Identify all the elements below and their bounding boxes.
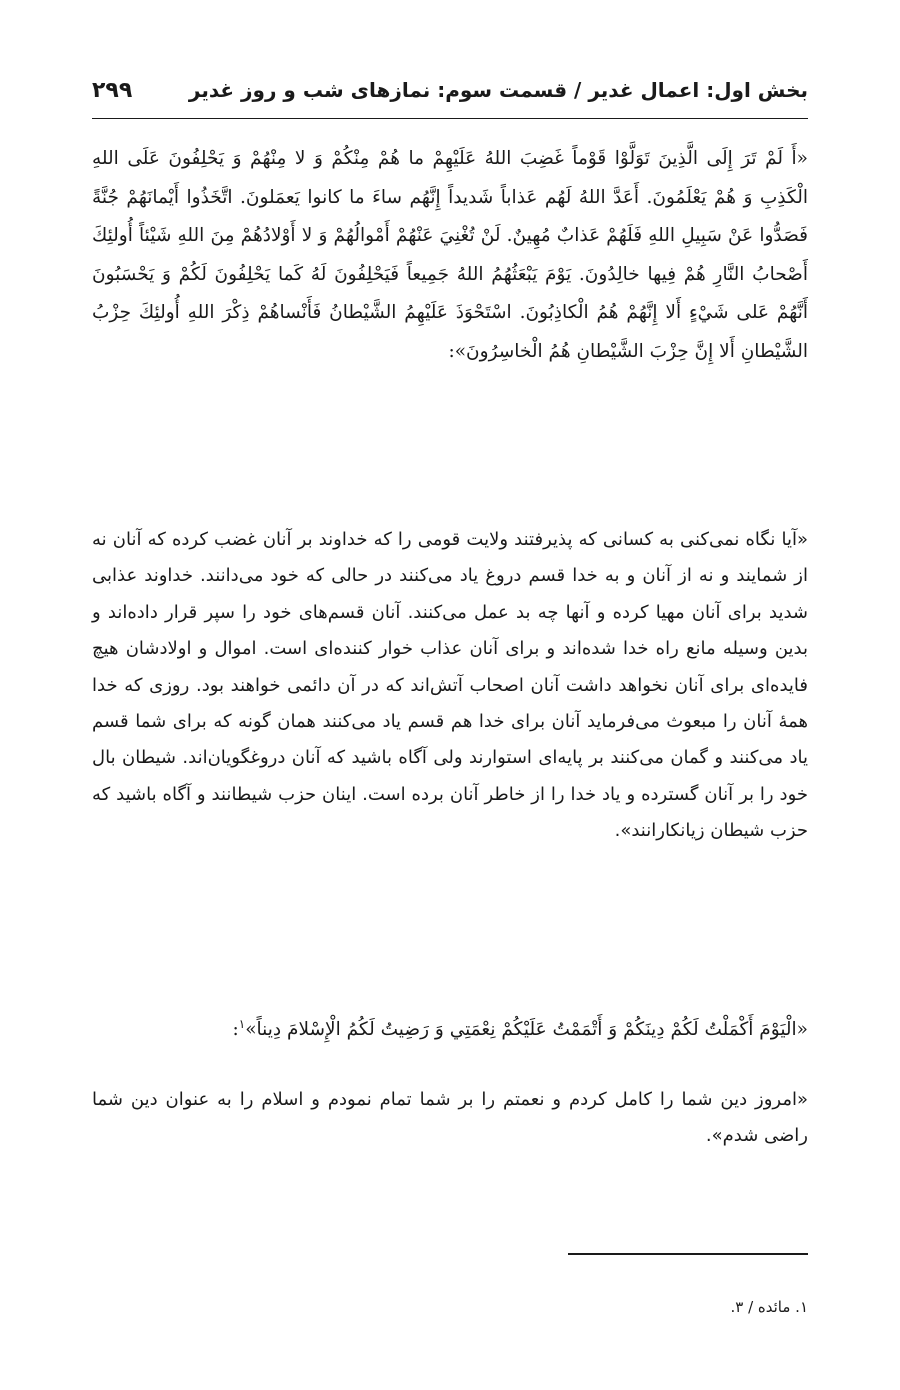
quran-verse-2-text: «الْيَوْمَ أَكْمَلْتُ لَكُمْ دِينَكُمْ وَ أَتْمَمْتُ عَلَيْكُمْ نِعْمَتِي وَ رَضِيتُ لَكُمُ الْإِسْلامَ دِيناً»	[245, 1019, 808, 1041]
page-header	[92, 70, 808, 110]
footnote-text: ۱. مائده / ۳.	[730, 1298, 808, 1316]
verse-2-end-mark: :	[232, 1019, 239, 1041]
quran-verse-2-paragraph	[92, 1005, 808, 1049]
running-title: بخش اول: اعمال غدیر / قسمت سوم: نمازهای شب و روز غدیر	[188, 78, 808, 102]
header-divider	[92, 118, 808, 119]
footnote-reference[interactable]: ۱	[238, 1017, 246, 1031]
page-number: ۲۹۹	[92, 77, 133, 103]
book-page	[92, 0, 808, 1390]
translation-2-paragraph: «امروز دین شما را کامل کردم و نعمتم را بر شما تمام نمودم و اسلام را به عنوان دین شما راضی شدم».	[92, 1089, 808, 1146]
footnote-divider	[568, 1253, 808, 1255]
quran-verse-paragraph: «أَ لَمْ تَرَ إِلَى الَّذِينَ تَوَلَّوْا قَوْماً غَضِبَ اللهُ عَلَيْهِمْ ما هُمْ مِنْكُمْ وَ لا مِنْهُمْ وَ يَحْلِفُونَ عَلَى اللهِ الْكَذِبِ وَ هُمْ يَعْلَمُونَ. أَعَدَّ اللهُ لَهُم عَذاباً شَديداً إِنَّهُم ساءَ ما كانوا يَعمَلونَ. اتَّخَذُوا أَيْمانَهُمْ جُنَّةً فَصَدُّوا عَنْ سَبِيلِ اللهِ فَلَهُمْ عَذابٌ مُهِينٌ. لَنْ تُغْنِيَ عَنْهُمْ أَمْوالُهُمْ وَ لا أَوْلادُهُمْ مِنَ اللهِ شَيْئاً أُولئِكَ أَصْحابُ النَّارِ هُمْ فِيها خالِدُونَ. يَوْمَ يَبْعَثُهُمُ اللهُ جَمِيعاً فَيَحْلِفُونَ لَهُ كَما يَحْلِفُونَ لَكُمْ وَ يَحْسَبُونَ أَنَّهُمْ عَلى شَيْءٍ أَلا إِنَّهُمْ هُمُ الْكاذِبُونَ. اسْتَحْوَذَ عَلَيْهِمُ الشَّيْطانُ فَأَنْساهُمْ ذِكْرَ اللهِ أُولئِكَ حِزْبُ الشَّيْطانِ أَلا إِنَّ حِزْبَ الشَّيْطانِ هُمُ الْخاسِرُونَ»:	[92, 148, 808, 362]
translation-paragraph: «آیا نگاه نمی‌کنی به کسانی که پذیرفتند ولایت قومی را که خداوند بر آنان غضب کرده که آنان نه از شمایند و نه از آنان و به خدا قسم دروغ یاد می‌کنند در حالی که خود می‌دانند. خداوند عذابی شدید برای آنان مهیا کرده و آنها چه بد عمل می‌کنند. آنان قسم‌های خود را سپر قرار داده‌اند و بدین وسیله مانع راه خدا شده‌اند و برای آنان عذاب خوار کننده‌ای است. اموال و اولادشان هیچ فایده‌ای برای آنان نخواهد داشت آنان اصحاب آتش‌اند که در آن دائمی خواهند بود. روزی که خدا همهٔ آنان را مبعوث می‌فرماید آنان برای خدا هم قسم یاد می‌کنند همان گونه که برای شما قسم یاد می‌کنند و گمان می‌کنند بر پایه‌ای استوارند ولی آگاه باشید که آنان دروغگویان‌اند. شیطان بال خود را بر آنان گسترده و یاد خدا را از خاطر آنان برده است. اینان حزب شیطانند و آگاه باشید که حزب شیطان زیانکارانند».	[92, 529, 808, 842]
